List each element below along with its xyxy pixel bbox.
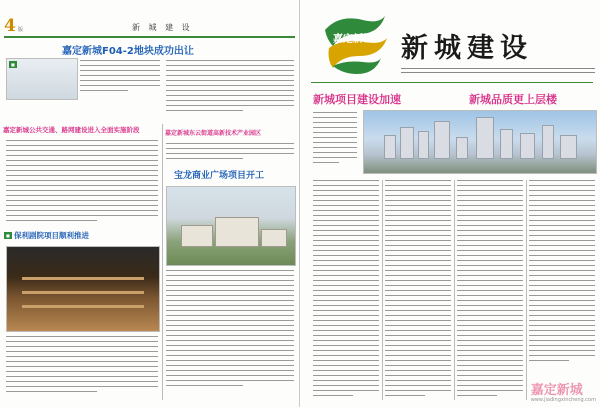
- photo-baolong-rendering: [166, 186, 296, 266]
- header-rule: [4, 36, 295, 38]
- column-rule-3: [526, 180, 527, 400]
- watermark-text: 嘉定新城: [530, 383, 583, 398]
- logo-emblem-icon: [319, 12, 391, 78]
- logo-text: 嘉定新城: [333, 34, 373, 45]
- section-tag: ■: [6, 233, 10, 238]
- column-rule-1: [382, 180, 383, 400]
- headline-poly-theatre: 保利剧院项目顺利推进: [14, 231, 89, 240]
- photo-tag: ■: [11, 62, 15, 67]
- article-f04-text: [80, 60, 160, 98]
- lead-article-col-2: [385, 180, 451, 400]
- article-theatre-text: [6, 336, 158, 400]
- left-page-header: [4, 16, 295, 36]
- banner-right-headline: 新城品质更上层楼: [469, 93, 557, 106]
- page-number-suffix: 版: [18, 27, 24, 33]
- masthead-meta: [401, 68, 595, 77]
- headline-hightech-park: 嘉定新城东云街道高新技术产业园区: [165, 130, 262, 137]
- column-rule-2: [454, 180, 455, 400]
- headline-f04-2-plot: 嘉定新城F04-2地块成功出让: [62, 46, 194, 57]
- headline-transport-roads: 嘉定新城公共交通、路网建设进入全面实施阶段: [3, 126, 140, 134]
- paper-name: 新 城 建 设: [132, 23, 193, 32]
- lead-article-col-1: [313, 180, 379, 400]
- article-baolong-text: [166, 270, 294, 400]
- masthead-title: 新城建设: [401, 33, 533, 64]
- photo-plot-map: [6, 58, 78, 100]
- right-page: [301, 0, 600, 407]
- watermark-url: www.jiadingxincheng.com: [530, 397, 596, 403]
- article-transport-text: [6, 140, 158, 226]
- photo-theatre-interior: [6, 246, 160, 332]
- column-rule: [162, 124, 163, 400]
- masthead-rule: [311, 82, 593, 83]
- lead-article-col-4: [529, 180, 595, 376]
- headline-baolong-plaza: 宝龙商业广场项目开工: [174, 171, 265, 181]
- masthead-logo: [319, 12, 391, 78]
- lead-article-intro: [313, 112, 357, 172]
- photo-new-city-skyline: [363, 110, 597, 174]
- site-watermark: [531, 384, 596, 403]
- article-f04-text-2: [166, 60, 294, 116]
- banner-left-headline: 新城项目建设加速: [313, 93, 401, 106]
- lead-article-col-3: [457, 180, 523, 400]
- page-number: 4: [4, 16, 16, 36]
- article-hightech-text: [166, 143, 294, 165]
